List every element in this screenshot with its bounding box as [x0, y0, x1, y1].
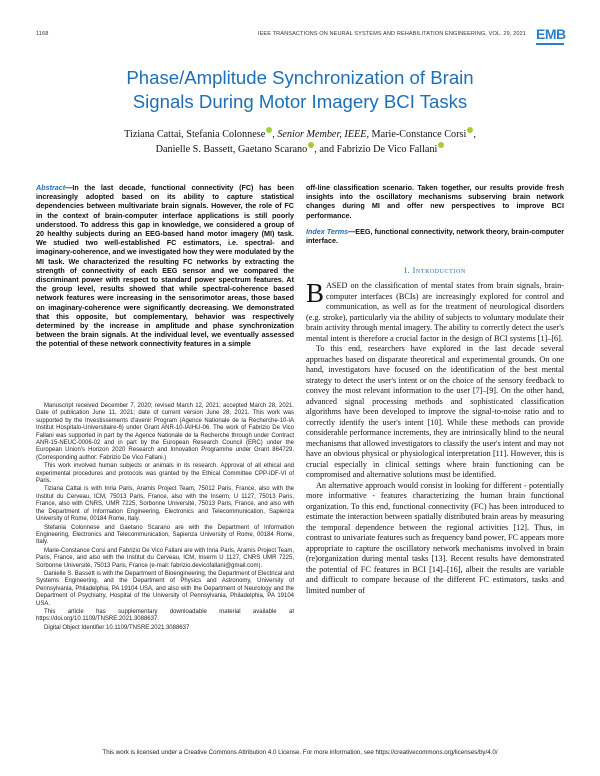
- dropcap-letter: B: [306, 278, 325, 308]
- orcid-icon[interactable]: [438, 142, 444, 148]
- emb-logo-text: EMB: [536, 26, 566, 42]
- abstract: [36, 183, 294, 349]
- footnote-manuscript: Manuscript received December 7, 2020; revised March 12, 2021; accepted March 28, 2021. Date of publication June 11, 2021; date of current version June 28, 2021. This work was supported by the Investissements d'avenir Program (Agence Nationale de la Recherche-10-IA Institut Hospitalo-Universitaire-6) under Grant ANR-10-IAIHU-06. The work of Fabrizio De Vico Fallani was supported in part by the Agence Nationale de la Recherche through under Contract ANR-15-NEUC-0006-02 and in part by the European Research Council (ERC) under the European Union's Horizon 2020 Research and Innovation Programme under Grant 864729. (Corresponding author: Fabrizio De Vico Fallani.): [36, 403, 294, 461]
- author-line-2: [40, 142, 560, 157]
- body-paragraph: [306, 278, 564, 344]
- footnote-doi[interactable]: Digital Object Identifier 10.1109/TNSRE.2021.3088637: [44, 624, 190, 631]
- emb-logo: [536, 27, 566, 47]
- paper-title-line-2: Signals During Motor Imagery BCI Tasks: [132, 91, 468, 112]
- author-names-d: Danielle S. Bassett, Gaetano Scarano: [155, 144, 308, 155]
- body-paragraph-text: ASED on the classification of mental states from brain signals, brain-computer interfaces (BCIs) are increasingly explored for control and communication, as well as for the treatment of neurological disorders (e.g. stroke), particularly via the ability of subjects to voluntary modulate their brain activity through mental imagery. The ability to correctly detect the user's mental intent is therefore a crucial factor in the design of BCI systems [1]–[6].: [306, 281, 564, 343]
- page-number: 1168: [36, 31, 49, 37]
- index-terms-label: Index Terms: [306, 226, 349, 236]
- section-heading-introduction: [306, 266, 564, 275]
- footnote-ethics: This work involved human subjects or animals in its research. Approval of all ethical and experimental procedures and protocols was granted by the Ethical Committee CPP-IDF-VI of Paris.: [36, 463, 294, 485]
- body-paragraph: An alternative approach would consist in looking for different - potentially more informative - features characterizing the human brain functional organization. To this end, functional connectivity (FC) has been introduced to estimate the interaction between spatially distributed brain areas by measuring the temporal dependence between the regional activities [12]. Thus, in contrast to univariate features such as frequency band power, FC appears more appropriate to capture the oscillatory network mechanisms involved in brain (re)organization during mental tasks [13]. Recent results have demonstrated the potential of FC features in BCI [14]–[16], albeit the results are variable and difficult to compare because of the different FC estimators, tasks and limited number of: [306, 480, 564, 595]
- author-names-e: , and Fabrizio De Vico Fallani: [314, 144, 438, 155]
- abstract-right-column: [306, 183, 564, 245]
- license-notice[interactable]: This work is licensed under a Creative Commons Attribution 4.0 License. For more information, see https://creativecommons.org/licenses/by/4.0/: [102, 749, 498, 756]
- journal-name: IEEE TRANSACTIONS ON NEURAL SYSTEMS AND REHABILITATION ENGINEERING, VOL. 29, 2021: [257, 31, 526, 37]
- abstract-text: In the last decade, functional connectivity (FC) has been increasingly adopted based on its ability to capture statistical dependencies between multivariate brain signals. However, the role of FC in the context of brain-computer interface applications is still poorly understood. To address this gap in knowledge, we considered a group of 20 healthy subjects during an EEG-based hand motor imagery (MI) task. We studied two well-established FC estimators, i.e. spectral- and imaginary-coherence, and we investigated how they were modulated by the MI task. We characterized the resulting FC networks by extracting the strength of connectivity of each EEG sensor and we compared the discriminant power with respect to standard power spectrum features. At the group level, results showed that while spectral-coherence based network features were increasing in the sensorimotor areas, those based on imaginary-coherence were significantly decreasing. We demonstrated that this opposite, but complementary, behavior was respectively determined by the increase in amplitude and phase synchronization between the brain signals. At the individual level, we eventually assessed the potential of these network connectivity features in a simple: [36, 183, 294, 349]
- index-terms-text: —EEG, functional connectivity, network theory, brain-computer interface.: [306, 226, 564, 246]
- footnote-affiliation: Marie-Constance Corsi and Fabrizio De Vico Fallani are with Inria Paris, Aramis Project Team, Paris, France, and also with the Institut du Cerveau, ICM, Inserm U 1127, CNRS UMR 7225, Sorbonne Université, 75013 Paris, France (e-mail: fabrizio.devicofallani@gmail.com).: [36, 547, 294, 569]
- body-paragraph: To this end, researchers have explored in the last decade several approaches based on disparate theoretical and experimental grounds. On one hand, investigators have focused on the identification of the best mental strategy to detect the user's intent or on the choice of the sensory feedback to convey the most relevant information to the user [7]–[9]. On the other hand, advanced signal processing methods and sophisticated classification algorithms have been developed to improve the signal-to-noise ratio and to correctly identify the user's intent [10]. While these methods can provide considerable performance increments, they are intrinsically blind to the neural mechanisms that allowed investigators to classify the user's intent and may not have an obvious physical or physiological interpretation [11]. However, this is crucial especially in clinical settings where brain functioning can be compromised and alternative solutions must be identified.: [306, 344, 564, 479]
- author-line-1: Tiziana Cattai, Stefania Colonnese , Senior Member, IEEE, Marie-Constance Corsi ,: [124, 129, 476, 140]
- author-names-c: , Marie-Constance Corsi: [366, 129, 467, 140]
- section-title: Introduction: [412, 266, 466, 275]
- emb-logo-bar: [536, 43, 564, 45]
- paper-title-line-1: Phase/Amplitude Synchronization of Brain: [126, 67, 474, 88]
- abstract-continued: off-line classification scenario. Taken together, our results provide fresh insights into the oscillatory mechanisms subserving brain network changes during MI and offer new perspectives to improve BCI performance.: [306, 183, 564, 220]
- abstract-left-column: [36, 183, 294, 349]
- abstract-dash: —: [65, 183, 73, 192]
- section-number: I.: [404, 266, 413, 275]
- footnote-supplementary-link[interactable]: This article has supplementary downloadable material available at https://doi.org/10.1109/TNSRE.2021.3088637.: [36, 608, 294, 623]
- introduction-body: [306, 278, 564, 596]
- author-membership: , Senior Member, IEEE: [272, 129, 367, 140]
- footnote-affiliation: Danielle S. Bassett is with the Department of Bioengineering, the Department of Electrical and Systems Engineering, and the Department of Physics and Astronomy, University of Pennsylvania, Philadelphia, PA 19104 USA, and also with the Department of Neurology and the Department of Psychiatry, Hospital of the University of Pennsylvania, Philadelphia, PA 19104 USA.: [36, 570, 294, 607]
- abstract-label: Abstract: [36, 183, 66, 192]
- paper-title: [40, 66, 560, 114]
- author-names-a: Tiziana Cattai, Stefania Colonnese: [124, 129, 266, 140]
- running-header: [36, 31, 526, 37]
- author-list: [40, 127, 560, 157]
- orcid-icon[interactable]: [467, 127, 473, 133]
- footnote-affiliation: Tiziana Cattai is with Inria Paris, Aramis Project Team, 75012 Paris, France, also with the Institut du Cerveau, ICM, 75013 Paris, France, also with the Inserm, U 1127, 75013 Paris, France, also with CNRS, UMR 7225, Sorbonne Université, 75013 Paris, France, and also with the Department of Information Engineering, Electronics and Telecommunication, Sapienza University of Rome, 00184 Rome, Italy.: [36, 486, 294, 523]
- first-page-footnote: [36, 403, 294, 633]
- index-terms: [306, 227, 564, 245]
- footnote-affiliation: Stefania Colonnese and Gaetano Scarano are with the Department of Information Engineering, Electronics and Telecommunication, Sapienza University of Rome, 00184 Rome, Italy.: [36, 524, 294, 546]
